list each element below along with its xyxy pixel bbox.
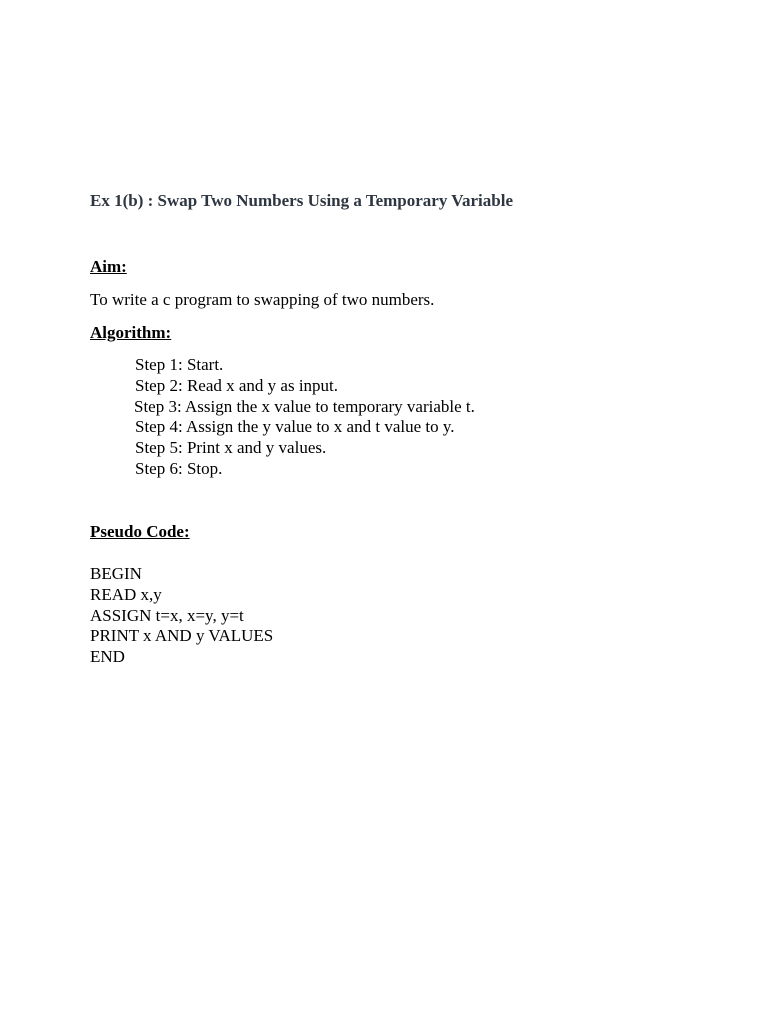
aim-text: To write a c program to swapping of two numbers. xyxy=(90,290,435,309)
pseudo-code-line: BEGIN xyxy=(90,564,142,583)
algorithm-step: Step 5: Print x and y values. xyxy=(135,438,327,458)
algorithm-step: Step 2: Read x and y as input. xyxy=(135,375,339,395)
page-title: Ex 1(b) : Swap Two Numbers Using a Temporary Variable xyxy=(90,191,514,210)
algorithm-step: Step 3: Assign the x value to temporary variable t. xyxy=(134,396,475,416)
aim-heading: Aim: xyxy=(90,257,127,276)
pseudo-code-line: END xyxy=(90,647,125,667)
pseudo-code-line: ASSIGN t=x, x=y, y=t xyxy=(90,605,244,625)
algorithm-step: Step 4: Assign the y value to x and t value to y. xyxy=(135,417,455,437)
algorithm-heading: Algorithm: xyxy=(90,323,172,342)
algorithm-step: Step 1: Start. xyxy=(135,355,224,374)
pseudo-code-block xyxy=(90,564,273,668)
algorithm-step: Step 6: Stop. xyxy=(135,458,223,478)
algorithm-steps xyxy=(135,355,475,480)
pseudo-code-heading: Pseudo Code: xyxy=(90,522,190,541)
pseudo-code-line: PRINT x AND y VALUES xyxy=(90,626,274,646)
pseudo-code-line: READ x,y xyxy=(90,584,162,604)
